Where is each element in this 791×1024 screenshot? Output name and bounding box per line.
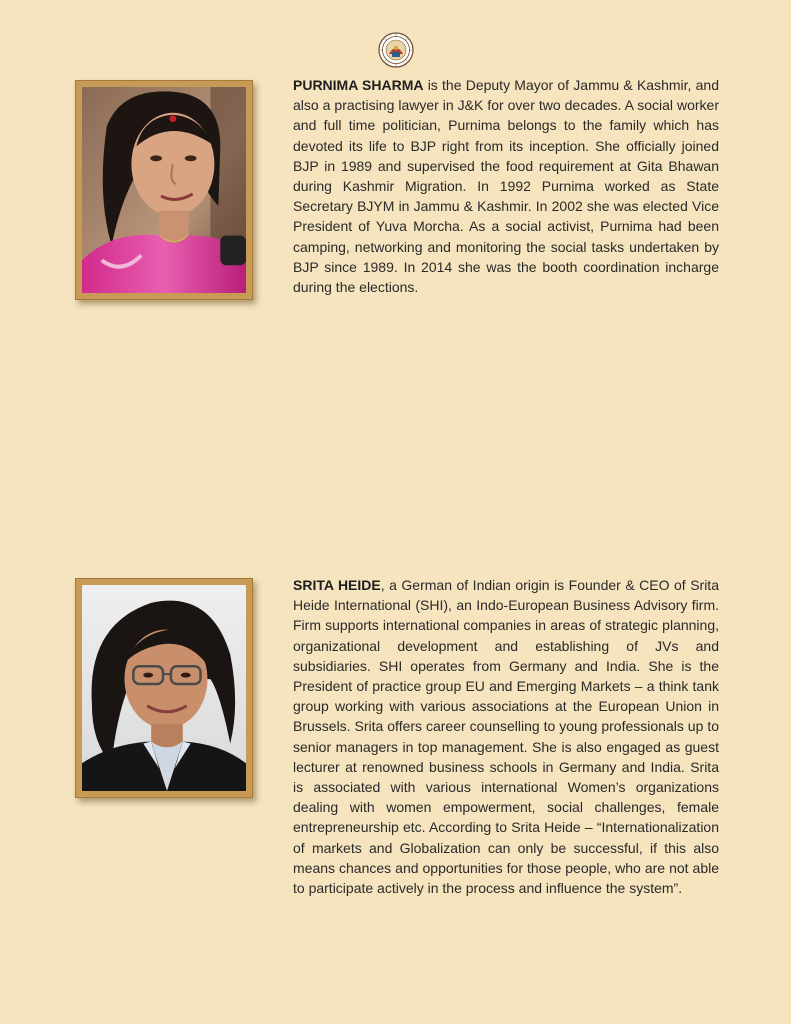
profile-name: SRITA HEIDE (293, 577, 381, 593)
profile-bio-text: , a German of Indian origin is Founder & CEO of Srita Heide International (SHI), an Indo-European Business Advisory firm. Firm supports international companies in areas of strategic planning, organizational development and establishing of JVs and subsidiaries. SHI operates from Germany and India. She is the President of practice group EU and Emerging Markets – a think tank group working with various associations at the European Union in Brussels. Srita offers career counselling to young professionals up to senior managers in top management. She is also engaged as guest lecturer at renowned business schools in Germany and India. Srita is associated with various international Women’s organizations dealing with women empowerment, social challenges, female entrepreneurship etc. According to Srita Heide – “Internationalization of markets and Globalization can only be successful, if this also means chances and opportunities for those people, who are not able to participate actively in the process and influence the system”. (293, 577, 719, 897)
profile-photo-purnima-sharma (75, 80, 253, 300)
organization-seal-icon (378, 32, 414, 68)
portrait-image (82, 585, 246, 791)
profile-photo-srita-heide (75, 578, 253, 798)
bio-srita-heide (293, 575, 719, 898)
profile-name: PURNIMA SHARMA (293, 77, 424, 93)
profile-bio-text: is the Deputy Mayor of Jammu & Kashmir, and also a practising lawyer in J&K for over two decades. A social worker and full time politician, Purnima belongs to the family which has devoted its life to BJP right from its inception. She officially joined BJP in 1989 and supervised the food requirement at Gita Bhawan during Kashmir Migration. In 1992 Purnima worked as State Secretary BJYM in Jammu & Kashmir. In 2002 she was elected Vice President of Yuva Morcha. As a social activist, Purnima had been camping, networking and monitoring the social tasks undertaken by BJP since 1989. In 2014 she was the booth coordination incharge during the elections. (293, 77, 719, 296)
bio-purnima-sharma (293, 75, 719, 297)
portrait-image (82, 87, 246, 293)
